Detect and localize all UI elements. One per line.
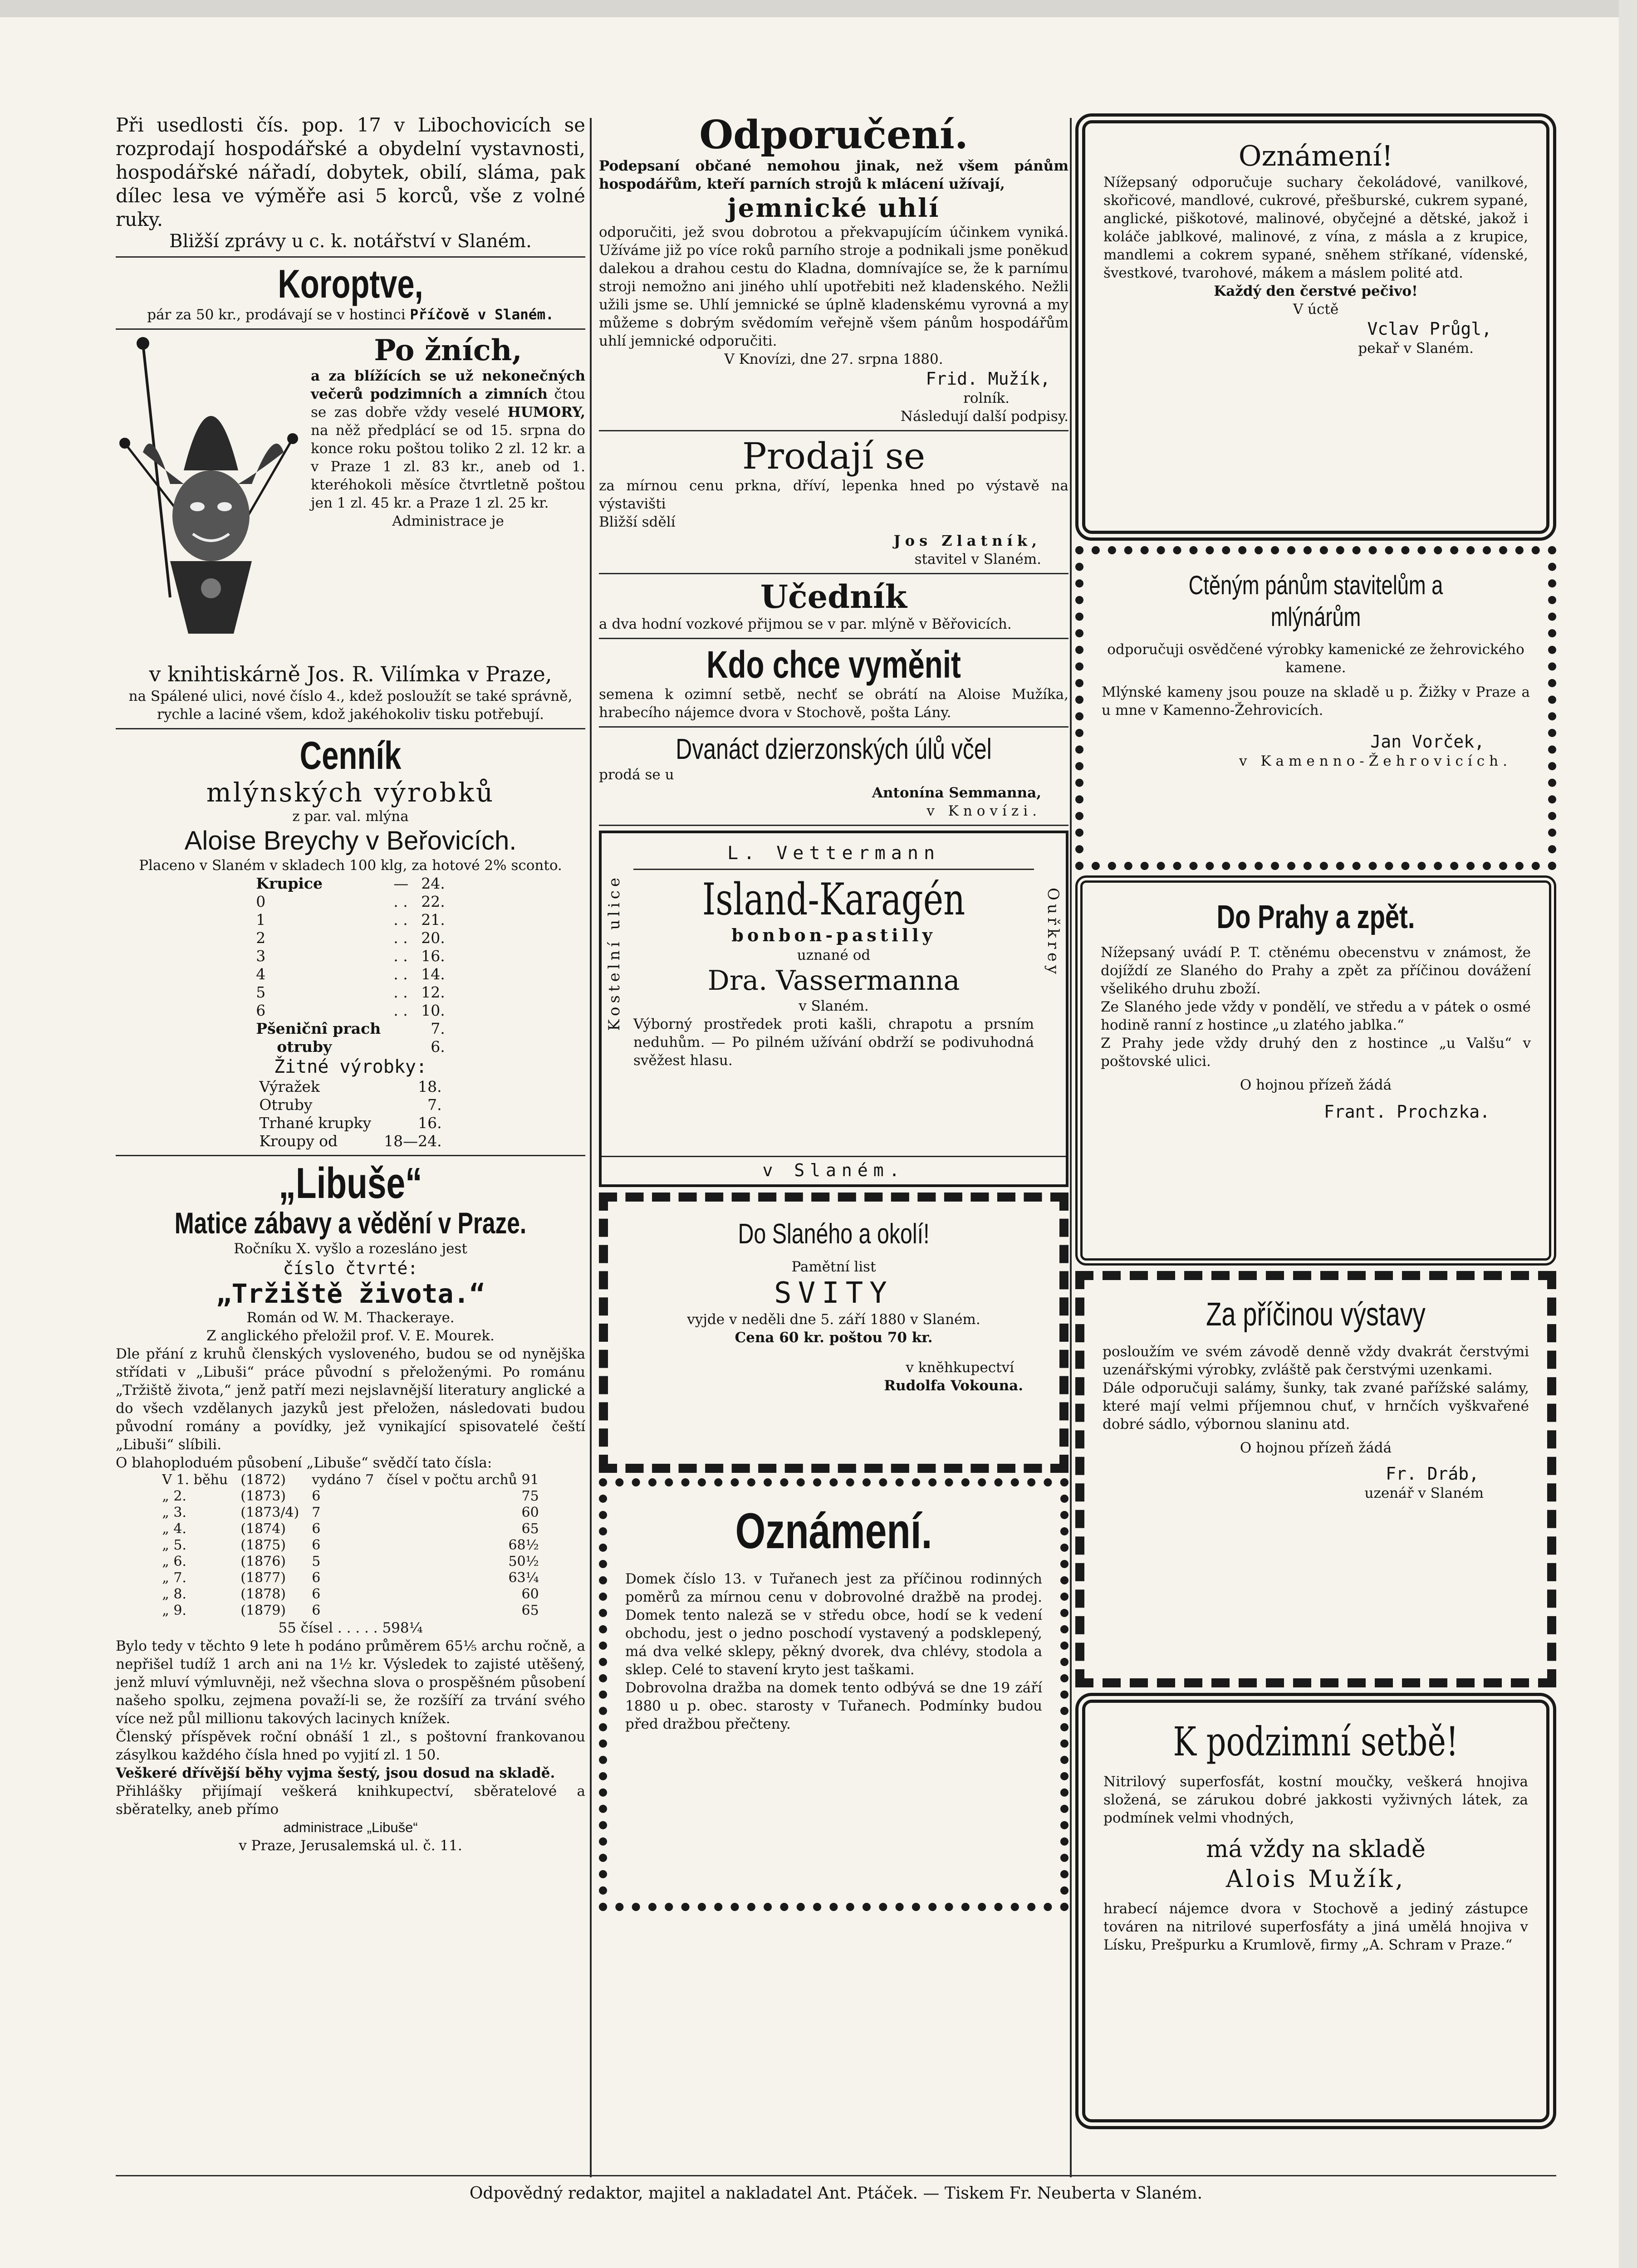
svity-shop: v knĕhkupectví	[906, 1359, 1014, 1376]
run-count: 6	[312, 1570, 321, 1586]
island-doctor-place: v Slaném.	[799, 998, 869, 1014]
libuse-body3: Bylo tedy v těchto 9 lete h podáno průměrem 65⅕ archu ročně, a nepřišel tudíž 1 arch ani na 1½ kr. Výsledek to zajisté utěšený, jenž mluví výmluvněji, než všechna slova o prospěšném působení našeho spolku, zejmena považí-li se, že rozšíří za trvání svého více než půl millionu takových lacinych knížek.	[116, 1638, 585, 1727]
table-row	[156, 1603, 545, 1619]
table-row	[156, 1488, 545, 1505]
libuse-novel: „Tržiště života.“	[216, 1278, 485, 1309]
table-row: Krupice — 24.	[250, 875, 451, 893]
prodaji-ad	[599, 436, 1068, 568]
zitne-title: Žitné výrobky:	[274, 1056, 427, 1077]
libuse-issue: číslo čtvrté:	[283, 1258, 418, 1278]
table-row: 0 . . 22.	[250, 893, 451, 911]
run-count: 6	[312, 1603, 321, 1618]
run-year: (1872)	[240, 1472, 286, 1488]
oznameni2-ad	[599, 1478, 1068, 1911]
otruby-price: 6.	[431, 1038, 445, 1056]
krupice-price: 24.	[421, 875, 445, 892]
divider	[599, 430, 1068, 431]
run-sheets: čísel v počtu archů 91	[387, 1472, 539, 1488]
prodaji-info: Bližší sdělí	[599, 514, 676, 530]
run-sheets: 60	[521, 1505, 539, 1520]
run-year: (1879)	[240, 1603, 286, 1618]
stavitele-signer-place: v Kamenno-Žehrovicích.	[1239, 753, 1512, 769]
run-count: 6	[312, 1537, 321, 1553]
row-price: 10.	[421, 1002, 445, 1019]
run-sheets: 65	[521, 1603, 539, 1618]
run-sheets: 63¼	[508, 1570, 539, 1586]
koroptve-title: Koroptve,	[278, 261, 423, 306]
setba-title: K podzimní setbě!	[1173, 1718, 1459, 1765]
praha-body3: Z Prahy jede vždy druhý den z hostince „u Valšu“ v poštovské ulici.	[1101, 1035, 1531, 1070]
run-count: vydáno 7	[312, 1472, 374, 1488]
table-row	[156, 1505, 545, 1521]
prodaji-signer-role: stavitel v Slaném.	[914, 551, 1041, 567]
ucednik-ad	[599, 579, 1068, 633]
divider	[116, 728, 585, 729]
island-body: Výborný prostředek proti kašli, chrapotu a prsním neduhům. — Po pilném užívání obdrží se podivuhodná svěžest hlasu.	[633, 1016, 1034, 1069]
libuse-novel-info: Román od W. M. Thackeraye.	[246, 1310, 455, 1326]
table-row: 1 . . 21.	[250, 911, 451, 929]
row-label: Výražek	[259, 1078, 320, 1095]
sale-notice-text: Při usedlosti čís. pop. 17 v Libochovicích se rozprodají hospodářské a obydelní vystavnosti, hospodářské nářadí, dobytek, obilí, sláma, pak díleс lesa ve výměře asi 5 korců, vše z volné ruky.	[116, 114, 585, 230]
divider	[602, 1156, 1066, 1157]
libuse-total: 55 čísel . . . . . 598¼	[278, 1620, 423, 1636]
cennik-owner: Aloise Breychy v Beřovicích.	[184, 826, 517, 855]
divider	[116, 328, 585, 330]
table-row	[156, 1472, 545, 1488]
svity-title: Do Slaného a okolí!	[738, 1218, 930, 1250]
humory-lead: a za blížících se už nekonečných večerů podzimních a zimních	[311, 368, 585, 402]
odporuceni-signer-role: rolník.	[963, 390, 1010, 406]
footer-rule	[116, 2175, 1556, 2176]
odporuceni-product: jemnické uhlí	[727, 193, 940, 223]
oznameni1-body: Nížepsaný odporučuje suchary čekoládové, vanilkové, skořicové, mandlové, cukrové, přešburské, cukrem sypané, anglické, piškotové, malinové, obyčejné a dětské, jakož i koláče jablkové, malinové, z vína, z másla a z krupice, mandlemi a cokrem sypané, sněhem stříkané, vídenské, švestkové, tvarohové, mákem a máslem polité atd.	[1103, 174, 1528, 281]
table-row: 3 . . 16.	[250, 947, 451, 965]
divider	[116, 256, 585, 258]
table-row	[156, 1521, 545, 1537]
row-label: Trhané krupky	[259, 1114, 372, 1132]
row-label: 5	[256, 983, 266, 1001]
oznameni2-title: Oznámení.	[735, 1503, 932, 1559]
humory-body: na něž předplácí se od 15. srpna do konce roku poštou toliko 2 zl. 12 kr. a v Praze 1 zl. 83 kr., aneb od 1. kteréhokoli měsíce čtvrtletně poštou jen 1 zl. 45 kr. a Praze 1 zl. 25 kr.	[311, 422, 585, 511]
run-year: (1878)	[240, 1586, 286, 1602]
humory-title: Po žních,	[374, 334, 522, 367]
run-sheets: 75	[521, 1488, 539, 1504]
printer-text: na Spálené ulici, nové číslo 4., kdež posloužít se také správně, rychle a laciné všem, kdož jakéhokoliv tisku potřebují.	[128, 688, 573, 723]
column-2	[599, 113, 1068, 1911]
libuse-admin: administrace „Libuše“	[283, 1819, 418, 1835]
vystava-title: Za příčinou výstavy	[1206, 1296, 1426, 1333]
praha-ad	[1075, 875, 1556, 1266]
stavitele-title: Ctěným pánům stavitelům a mlýnárům	[1188, 571, 1443, 632]
libuse-table	[156, 1472, 545, 1619]
koroptve-place: Příčově v Slaném.	[410, 307, 554, 323]
prodaji-text: za mírnou cenu prkna, dříví, lepenka hned po výstavě na výstavišti	[599, 478, 1068, 512]
run-sheets: 50½	[508, 1554, 539, 1569]
krupice-label: Krupice	[256, 875, 323, 892]
island-top: L. Vettermann	[727, 843, 941, 864]
vymenit-text: semena k ozimní setbě, nechť se obrátí na Aloise Mužíka, hrabecího nájemce dvora v Stochově, pošta Lány.	[599, 686, 1068, 721]
otruby-label: otruby	[277, 1038, 332, 1056]
setba-name: Alois Mužík,	[1225, 1866, 1406, 1893]
run-year: (1873/4)	[240, 1505, 299, 1520]
scan-right-edge	[1619, 0, 1637, 2268]
table-row	[250, 1038, 451, 1056]
row-label: 3	[256, 947, 266, 965]
divider	[599, 726, 1068, 728]
column-3	[1075, 113, 1556, 2129]
run-year: (1873)	[240, 1488, 286, 1504]
libuse-translator: Z anglického přeložil prof. V. E. Mourek.	[206, 1328, 495, 1344]
island-doctor: Dra. Vassermanna	[707, 965, 960, 997]
praha-body2: Ze Slaného jede vždy v pondělí, ve středu a v pátek o osmé hodině ranní z hostince „u zlatého jablka.“	[1101, 999, 1531, 1033]
svity-text: vyjde v neděli dne 5. září 1880 v Slaném.	[687, 1311, 980, 1328]
jester-icon	[116, 334, 306, 661]
row-label: 6	[256, 1002, 266, 1019]
vymenit-title: Kdo chce vyměnit	[706, 643, 961, 686]
run-year: (1875)	[240, 1537, 286, 1553]
scan-top-edge	[0, 0, 1637, 17]
ule-ad	[599, 732, 1068, 820]
run-label: „ 6.	[162, 1554, 186, 1569]
libuse-body4: Členský příspěvek roční obnáší 1 zl., s poštovní frankovanou zásylkou každého čísla hned po vyjití zl. 1 50.	[116, 1729, 585, 1763]
row-price: 20.	[421, 929, 445, 947]
setba-ad	[1075, 1693, 1556, 2129]
oznameni1-signer-role: pekař v Slaném.	[1358, 340, 1474, 357]
stavitele-signer: Jan Vorček,	[1370, 732, 1485, 752]
oznameni2-auction: Dobrovolna dražba na domek tento odbývá se dne 19 září 1880 u p. obec. starosty v Tuřanech. Podmínky budou před dražbou přečteny.	[625, 1680, 1042, 1732]
vystava-signer: Fr. Dráb,	[1386, 1464, 1479, 1484]
svity-ad	[599, 1193, 1068, 1473]
vystava-signer-role: uzenář v Slaném	[1364, 1485, 1484, 1501]
table-row	[253, 1096, 448, 1114]
cennik-title: Cenník	[299, 734, 402, 777]
row-price: 7.	[427, 1096, 442, 1114]
run-label: „ 3.	[162, 1505, 186, 1520]
stavitele-text2: Mlýnské kameny jsou pouze na skladě u p. Žižky v Praze a u mne v Kamenno-Žehrovicích.	[1102, 684, 1530, 719]
vystava-body: posloužím ve svém závodě denně vždy dvakrát čerstvými uzenářskými výrobky, zvláště pak čerstvými uzenkami.	[1103, 1344, 1529, 1378]
run-label: „ 2.	[162, 1488, 186, 1504]
row-price: 21.	[421, 911, 445, 929]
psenicni-label: Pšeničnî prach	[256, 1020, 381, 1037]
run-count: 6	[312, 1521, 321, 1537]
libuse-body1: Dle přání z kruhů členských vysloveného, budou se od nynějška střídati v „Libuši“ práce původní s přeloženými. Po románu „Tržiště života,“ jenž patří mezi nejslavnější literatury anglické a do všech vzdělanych jazyků jest přeložen, následovati budou původní romány a povídky, jež vynikající spisovatelé čeští „Libuši“ slíbili.	[116, 1346, 585, 1453]
divider	[599, 638, 1068, 639]
footer-imprint: Odpovědný redaktor, majitel a nakladatel Ant. Ptáček. — Tiskem Fr. Neuberta v Slaném.	[469, 2184, 1203, 2203]
ule-seller-place: v Knovízi.	[926, 803, 1041, 819]
island-approved: uznané od	[797, 947, 871, 963]
run-sheets: 65	[521, 1521, 539, 1537]
run-year: (1874)	[240, 1521, 286, 1537]
table-row: 6 . . 10.	[250, 1002, 451, 1020]
table-row: 2 . . 20.	[250, 929, 451, 947]
libuse-year-line: Ročníku X. vyšlo a rozesláno jest	[234, 1241, 467, 1257]
table-row	[253, 1114, 448, 1132]
libuse-address: v Praze, Jerusalemská ul. č. 11.	[239, 1838, 462, 1854]
run-sheets: 60	[521, 1586, 539, 1602]
column-rule-2	[1070, 118, 1072, 2177]
svity-label: Pamětní list	[791, 1259, 876, 1275]
oznameni2-body: Domek číslo 13. v Tuřanech jest za příčinou rodinných poměrů za mírnou cenu v dobrovolné dražbě na prodej. Domek tento naleză se v středu obce, hodí se k vedení obchodu, jest o jedno poschodí vystavený a podsklepený, má dva velké sklepy, pěkný dvorek, dva chlévy, stodola a sklep. Celé to stavení kryto jest taškami.	[625, 1571, 1042, 1678]
odporuceni-title: Odporučení.	[699, 112, 968, 158]
table-row	[156, 1570, 545, 1586]
row-label: 1	[256, 911, 266, 929]
odporuceni-lead: Podepsaní občané nemohou jinak, než všem pánům hospodářům, kteří parních strojů k mlácení užívají,	[599, 158, 1068, 192]
cennik-table	[250, 875, 451, 1056]
row-label: Otruby	[259, 1096, 313, 1114]
odporuceni-more: Následují další podpisy.	[900, 408, 1068, 425]
oznameni1-ad	[1075, 113, 1556, 541]
island-ad	[599, 831, 1068, 1187]
island-sub: bonbon-pastilly	[731, 925, 936, 945]
odporuceni-body: odporučiti, jež svou dobrotou a překvapujícím účinkem vyniká. Užíváme již po více roků parního stroje a podnikali jsme ponĕkud dalekou a drahou cestu do Kladna, domnívajíce se, že k parnímu stroji nemožno ani jiného uhlí upotřebiti než kladenského. Nežli užili jsme se. Uhlí jemnické se úplně kladenskému vyrovná a my můžeme s dobrým svědomím veřejně všem pánům hospodářům uhlí jemnické odporučiti.	[599, 224, 1068, 349]
table-row	[253, 1078, 448, 1096]
run-year: (1876)	[240, 1554, 286, 1569]
oznameni1-daily: Každý den čerstvé pečivo!	[1214, 283, 1418, 299]
zitne-table	[253, 1078, 448, 1150]
setba-body2: hrabecí nájemce dvora v Stochově a jediný zástupce továren na nitrilové superfosfáty a jiná umělá hnojiva v Lísku, Prešpurku a Krumlově, firmy „A. Schram v Praze.“	[1103, 1901, 1528, 1953]
praha-signer: Frant. Prochzka.	[1323, 1102, 1490, 1122]
ule-seller: Antonína Semmanna,	[872, 785, 1041, 801]
run-label: „ 5.	[162, 1537, 186, 1553]
table-row	[156, 1586, 545, 1603]
humory-admin: Administrace je	[392, 513, 504, 529]
ucednik-text: a dva hodní vozkové přijmou se v par. mlýně v Běřovicích.	[599, 616, 1012, 632]
row-label: Kroupy od	[259, 1132, 338, 1150]
vymenit-ad	[599, 644, 1068, 722]
humory-name: HUMORY,	[507, 404, 585, 420]
row-label: 2	[256, 929, 266, 947]
divider	[116, 1155, 585, 1156]
sale-notice	[116, 113, 585, 252]
run-label: „ 4.	[162, 1521, 186, 1537]
row-label: 4	[256, 965, 266, 983]
jester-illustration	[116, 334, 306, 661]
odporuceni-ad	[599, 113, 1068, 425]
divider	[633, 869, 1034, 870]
ule-text: prodá se u	[599, 767, 674, 783]
libuse-body2: O blahoploduém působení „Libuše“ svědčí tato čísla:	[116, 1455, 492, 1471]
table-row	[156, 1537, 545, 1554]
run-label: „ 9.	[162, 1603, 186, 1618]
libuse-body5: Veškeré dřívější běhy vyjma šestý, jsou dosud na skladě.	[116, 1765, 555, 1781]
island-right-side: Ouřkrey	[1044, 888, 1062, 978]
vystava-body2: Dále odporučuji salámy, šunky, tak zvané pařížské salámy, které mají velmi příjemnou chuť, v hrnčích vyškvařené dobré sádlo, výbornou slaninu atd.	[1103, 1380, 1529, 1432]
run-count: 7	[312, 1505, 321, 1520]
row-price: 14.	[421, 965, 445, 983]
svity-price: Cena 60 kr. poštou 70 kr.	[735, 1330, 933, 1346]
humory-ad	[116, 334, 585, 661]
divider	[599, 825, 1068, 826]
libuse-title: „Libuše“	[279, 1159, 422, 1207]
sale-notice-info: Bližší zprávy u c. k. notářství v Slaném.	[169, 231, 532, 252]
row-price: 16.	[418, 1114, 442, 1132]
koroptve-ad	[116, 262, 585, 324]
praha-regards: O hojnou přízeň žádá	[1240, 1077, 1392, 1093]
setba-stock: má vždy na skladě	[1206, 1836, 1426, 1863]
table-row: 4 . . 14.	[250, 965, 451, 983]
island-left-side: Kostelní ulice	[605, 874, 623, 1031]
libuse-subtitle: Matice zábavy a vědění v Praze.	[174, 1206, 527, 1240]
praha-title: Do Prahy a zpět.	[1216, 899, 1415, 935]
table-row	[156, 1554, 545, 1570]
row-price: 18—24.	[384, 1132, 442, 1150]
row-label: 0	[256, 893, 266, 910]
stavitele-text: odporučuji osvědčené výrobky kamenické ze žehrovického kamene.	[1107, 641, 1524, 676]
odporuceni-place-date: V Knovízi, dne 27. srpna 1880.	[724, 351, 943, 367]
ule-title: Dvanáct dzierzonských úlů včel	[676, 733, 992, 765]
prodaji-title: Prodají se	[742, 435, 926, 477]
cennik-subtitle: mlýnských výrobků	[206, 777, 495, 808]
oznameni1-title: Oznámení!	[1238, 139, 1393, 172]
row-price: 22.	[421, 893, 445, 910]
praha-body: Nížepsaný uvádí P. T. ctěnému obecenstvu v známost, že dojíždí ze Slaného do Prahy a zpět za příčinou dovážení všelikého druhu zboží.	[1101, 944, 1531, 997]
setba-body: Nitrilový superfosfát, kostní moučky, veškerá hnojiva složená, se zárukou dobré jakkosti vyživných látek, za podmínek velmi vhodných,	[1103, 1774, 1528, 1826]
vystava-ad	[1075, 1271, 1556, 1687]
divider	[599, 573, 1068, 574]
run-label: „ 7.	[162, 1570, 186, 1586]
row-price: 18.	[418, 1078, 442, 1095]
run-count: 6	[312, 1488, 321, 1504]
table-row	[250, 1020, 451, 1038]
island-title: Island-Karagén	[702, 874, 966, 925]
cennik-ad	[116, 734, 585, 1150]
humory-lead-tail: čtou se zas dobře vždy veselé	[311, 386, 585, 420]
odporuceni-signer: Frid. Mužík,	[926, 369, 1050, 389]
psenicni-price: 7.	[431, 1020, 445, 1037]
oznameni1-signer: Vclav Průgl,	[1367, 319, 1492, 339]
run-year: (1877)	[240, 1570, 286, 1586]
run-label: „ 8.	[162, 1586, 186, 1602]
vystava-regards: O hojnou přízeň žádá	[1240, 1440, 1392, 1456]
island-bottom: v Slaném.	[762, 1160, 905, 1180]
column-rule-1	[590, 118, 592, 2177]
run-sheets: 68½	[508, 1537, 539, 1553]
table-row: 5 . . 12.	[250, 983, 451, 1002]
run-label: V 1. běhu	[162, 1472, 228, 1488]
cennik-pay: Placeno v Slaném v skladech 100 klg, za hotové 2% sconto.	[139, 857, 562, 874]
libuse-ad	[116, 1161, 585, 1855]
table-row	[253, 1132, 448, 1150]
libuse-body6: Přihlášky přijímají veškerá knihkupectví, sběratelové a sběratelky, aneb přímo	[116, 1783, 585, 1818]
cennik-from: z par. val. mlýna	[292, 808, 409, 825]
column-1	[116, 113, 585, 1855]
stavitele-ad	[1075, 546, 1556, 870]
oznameni1-regards: V úctě	[1293, 301, 1339, 318]
run-count: 6	[312, 1586, 321, 1602]
run-count: 5	[312, 1554, 321, 1569]
printer-name: v knihtiskárně Jos. R. Vilímka v Praze,	[149, 662, 552, 686]
ucednik-title: Učedník	[760, 578, 907, 616]
row-price: 16.	[421, 947, 445, 965]
svity-name: SVITY	[774, 1276, 893, 1310]
prodaji-signer: Jos Zlatník,	[893, 532, 1041, 549]
koroptve-text: pár za 50 kr., prodávají se v hostinci	[147, 307, 406, 323]
row-price: 12.	[421, 983, 445, 1001]
svity-owner: Rudolfa Vokouna.	[884, 1378, 1023, 1394]
